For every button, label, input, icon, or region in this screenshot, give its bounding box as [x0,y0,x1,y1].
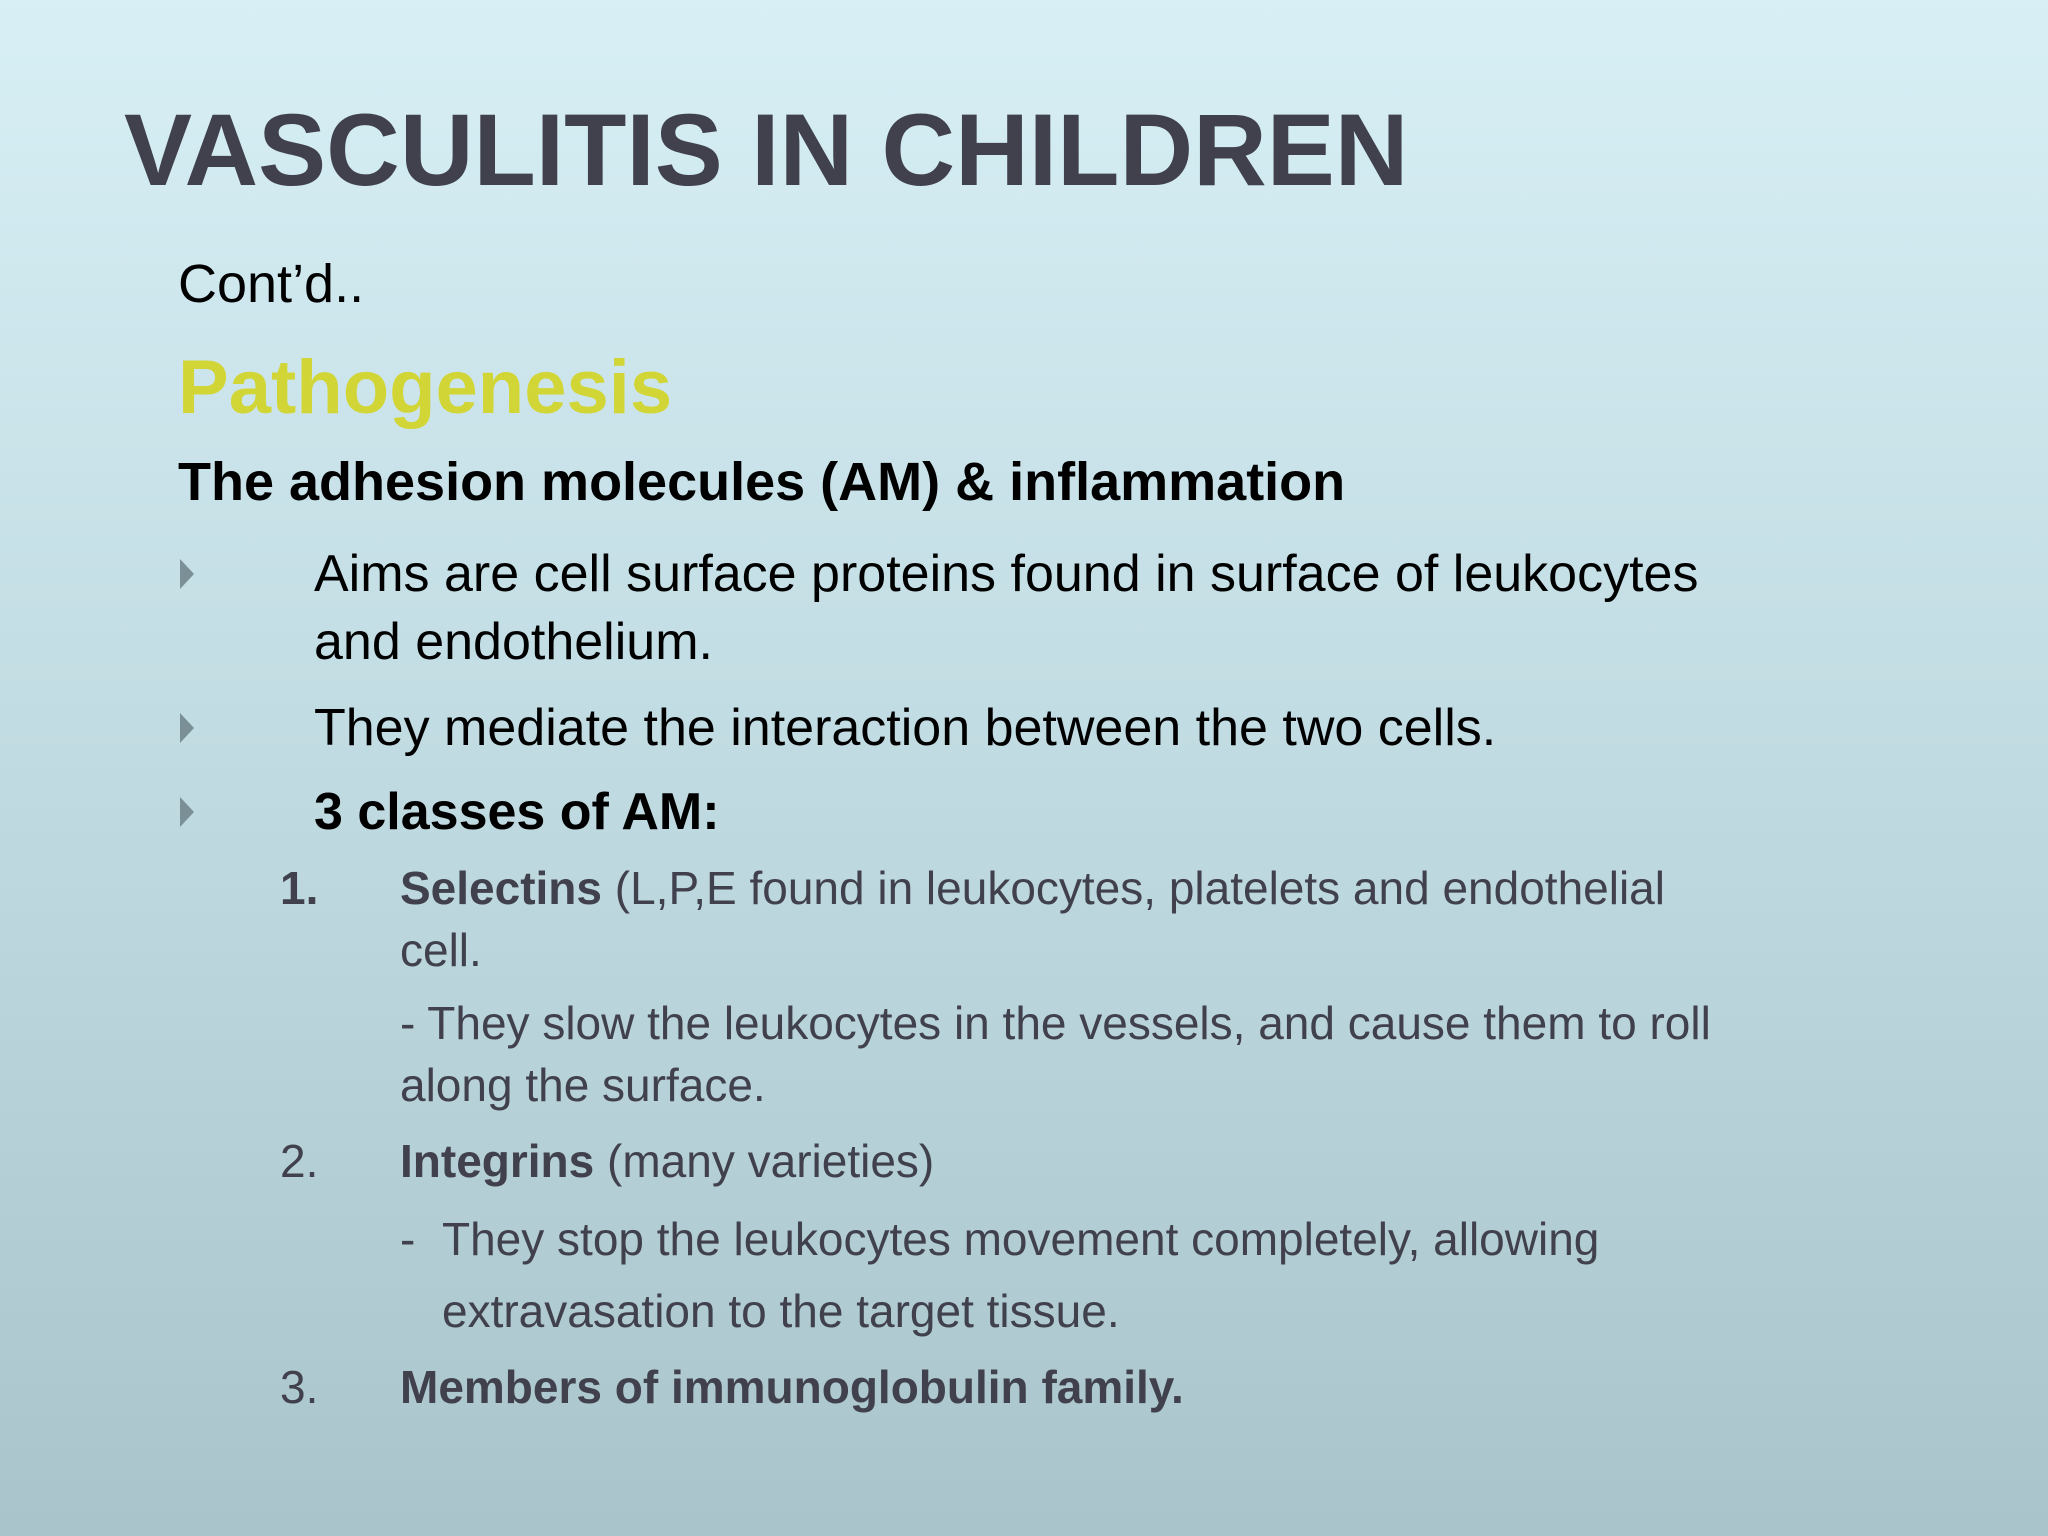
class-name: Selectins [400,862,602,914]
slide-title: VASCULITIS IN CHILDREN [124,93,1409,207]
bullet-line: and endothelium. [314,613,713,671]
list-number: 2. [280,1135,319,1187]
class-description [400,1356,1900,1418]
class-name: Members of immunoglobulin family. [400,1361,1184,1413]
bullet-text [314,540,1884,676]
subheading: The adhesion molecules (AM) & inflammation [178,452,1346,512]
bullet-text: 3 classes of AM: [314,783,720,841]
bullet-line: Aims are cell surface proteins found in surface of leukocytes [314,545,1699,603]
class-detail-text [400,992,1900,1116]
triangle-right-icon [180,713,194,743]
detail-line: extravasation to the target tissue. [442,1285,1120,1337]
detail-line: - They slow the leukocytes in the vessels, and cause them to roll [400,997,1711,1049]
triangle-right-icon [180,559,194,589]
continued-label: Cont’d.. [178,254,365,314]
class-description [400,1130,1900,1192]
list-number: 3. [280,1361,319,1413]
detail-line: along the surface. [400,1059,766,1111]
class-text: (many varieties) [594,1135,935,1187]
detail-line: They stop the leukocytes movement completely, allowing [442,1213,1600,1265]
class-text: (L,P,E found in leukocytes, platelets and endothelial [602,862,1665,914]
list-number: 1. [280,862,319,914]
class-text: cell. [400,924,482,976]
detail-dash: - [400,1213,416,1265]
bullet-text: They mediate the interaction between the two cells. [314,699,1497,757]
class-detail-text [442,1208,1882,1342]
triangle-right-icon [180,797,194,827]
class-description [400,857,1900,981]
section-heading: Pathogenesis [178,345,673,430]
class-name: Integrins [400,1135,595,1187]
